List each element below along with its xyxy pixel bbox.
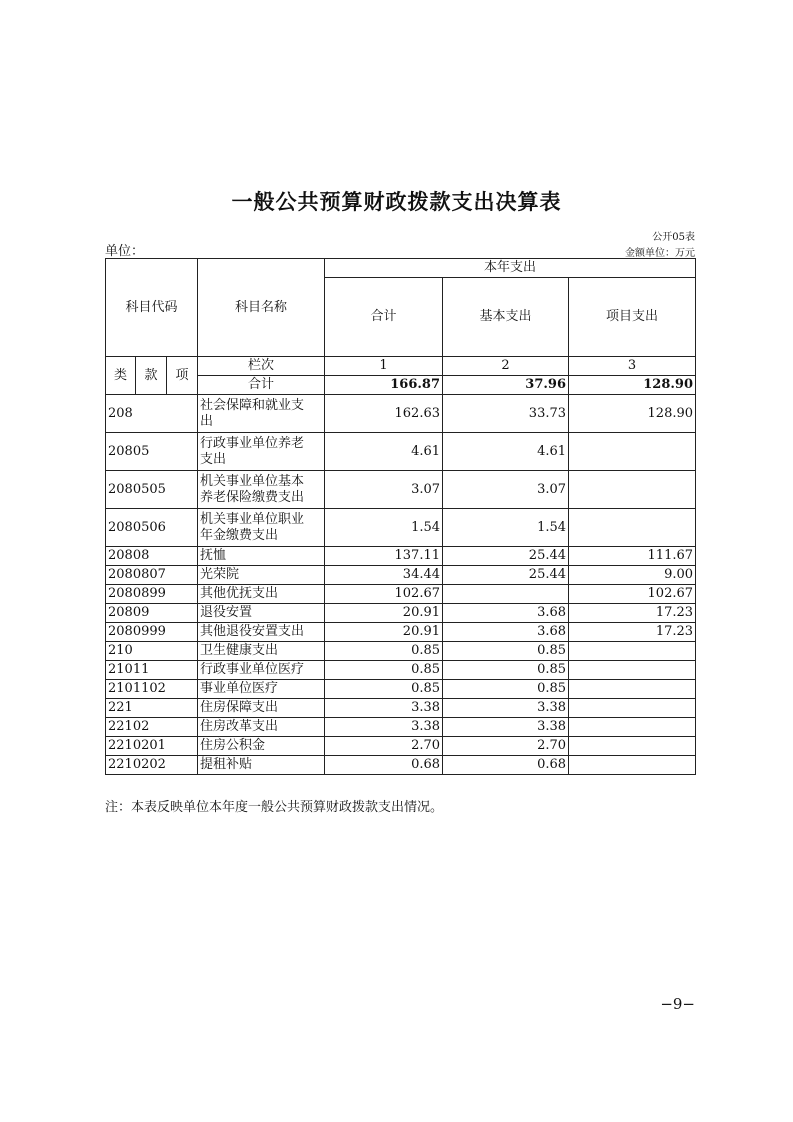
table-note: 注：本表反映单位本年度一般公共预算财政拨款支出情况。 bbox=[105, 800, 444, 815]
header-basic: 基本支出 bbox=[443, 278, 569, 357]
row-total: 20.91 bbox=[325, 623, 443, 642]
table-row bbox=[106, 433, 696, 471]
row-name-line: 机关事业单位职业 bbox=[200, 511, 305, 527]
row-total: 162.63 bbox=[325, 395, 443, 433]
row-total: 102.67 bbox=[325, 585, 443, 604]
row-name-line: 行政事业单位养老 bbox=[200, 435, 305, 451]
row-code: 2080506 bbox=[106, 509, 198, 547]
table-row bbox=[106, 623, 696, 642]
header-xiang: 项 bbox=[167, 357, 198, 395]
row-name bbox=[198, 699, 325, 718]
row-name-line: 养老保险缴费支出 bbox=[200, 489, 305, 505]
row-total: 0.68 bbox=[325, 756, 443, 775]
header-name: 科目名称 bbox=[198, 259, 325, 357]
row-name bbox=[198, 680, 325, 699]
row-total: 20.91 bbox=[325, 604, 443, 623]
row-name bbox=[198, 566, 325, 585]
header-col3: 3 bbox=[569, 357, 696, 376]
row-project bbox=[569, 756, 696, 775]
row-total: 3.38 bbox=[325, 718, 443, 737]
row-total: 0.85 bbox=[325, 642, 443, 661]
table-row bbox=[106, 756, 696, 775]
row-code: 210 bbox=[106, 642, 198, 661]
page-number: −9− bbox=[660, 995, 695, 1013]
table-row bbox=[106, 737, 696, 756]
row-code: 2101102 bbox=[106, 680, 198, 699]
header-current-year: 本年支出 bbox=[325, 259, 696, 278]
row-project: 9.00 bbox=[569, 566, 696, 585]
header-lei: 类 bbox=[106, 357, 136, 395]
row-name-line: 年金缴费支出 bbox=[200, 527, 279, 543]
row-name bbox=[198, 756, 325, 775]
row-project bbox=[569, 642, 696, 661]
table-row bbox=[106, 661, 696, 680]
table-row bbox=[106, 585, 696, 604]
row-name bbox=[198, 585, 325, 604]
row-name-line: 其他优抚支出 bbox=[200, 586, 279, 601]
row-project bbox=[569, 471, 696, 509]
row-name-line: 出 bbox=[200, 413, 214, 429]
row-basic: 3.38 bbox=[443, 718, 569, 737]
total-row-label: 合计 bbox=[198, 376, 325, 395]
row-basic: 1.54 bbox=[443, 509, 569, 547]
row-basic bbox=[443, 585, 569, 604]
row-project: 17.23 bbox=[569, 604, 696, 623]
row-name bbox=[198, 604, 325, 623]
header-kuan: 款 bbox=[136, 357, 167, 395]
table-row bbox=[106, 566, 696, 585]
row-project: 102.67 bbox=[569, 585, 696, 604]
row-total: 137.11 bbox=[325, 547, 443, 566]
row-basic: 3.68 bbox=[443, 604, 569, 623]
row-total: 3.07 bbox=[325, 471, 443, 509]
table-row bbox=[106, 604, 696, 623]
row-name-line: 社会保障和就业支 bbox=[200, 397, 305, 413]
form-number: 公开05表 bbox=[652, 232, 695, 243]
row-basic: 25.44 bbox=[443, 566, 569, 585]
table-row bbox=[106, 718, 696, 737]
table-row bbox=[106, 547, 696, 566]
row-code: 2080505 bbox=[106, 471, 198, 509]
row-name-line: 提租补贴 bbox=[200, 757, 253, 772]
row-code: 208 bbox=[106, 395, 198, 433]
row-total: 34.44 bbox=[325, 566, 443, 585]
row-code: 21011 bbox=[106, 661, 198, 680]
row-name-line: 机关事业单位基本 bbox=[200, 473, 305, 489]
row-code: 2210201 bbox=[106, 737, 198, 756]
row-project bbox=[569, 661, 696, 680]
row-basic: 0.85 bbox=[443, 661, 569, 680]
table-row bbox=[106, 680, 696, 699]
row-name bbox=[198, 623, 325, 642]
row-code: 20805 bbox=[106, 433, 198, 471]
row-code: 22102 bbox=[106, 718, 198, 737]
row-name-line: 行政事业单位医疗 bbox=[200, 662, 305, 677]
row-total: 4.61 bbox=[325, 433, 443, 471]
row-name-line: 支出 bbox=[200, 451, 227, 467]
row-name bbox=[198, 433, 325, 471]
row-code: 2210202 bbox=[106, 756, 198, 775]
row-basic: 3.38 bbox=[443, 699, 569, 718]
table-row bbox=[106, 509, 696, 547]
row-total: 0.85 bbox=[325, 680, 443, 699]
page-title: 一般公共预算财政拨款支出决算表 bbox=[231, 190, 562, 214]
header-project: 项目支出 bbox=[569, 278, 696, 357]
row-basic: 3.68 bbox=[443, 623, 569, 642]
row-basic: 0.68 bbox=[443, 756, 569, 775]
unit-label: 单位： bbox=[105, 244, 145, 259]
row-name-line: 住房改革支出 bbox=[200, 719, 279, 734]
row-name-line: 事业单位医疗 bbox=[200, 681, 279, 696]
row-project: 128.90 bbox=[569, 395, 696, 433]
header-total: 合计 bbox=[325, 278, 443, 357]
row-code: 2080999 bbox=[106, 623, 198, 642]
header-column-no: 栏次 bbox=[198, 357, 325, 376]
row-code: 2080899 bbox=[106, 585, 198, 604]
row-name-line: 退役安置 bbox=[200, 605, 253, 620]
row-project: 111.67 bbox=[569, 547, 696, 566]
row-basic: 0.85 bbox=[443, 680, 569, 699]
row-project bbox=[569, 509, 696, 547]
row-total: 2.70 bbox=[325, 737, 443, 756]
header-col1: 1 bbox=[325, 357, 443, 376]
row-basic: 4.61 bbox=[443, 433, 569, 471]
row-project bbox=[569, 699, 696, 718]
row-total: 0.85 bbox=[325, 661, 443, 680]
header-code: 科目代码 bbox=[106, 259, 198, 357]
row-basic: 0.85 bbox=[443, 642, 569, 661]
row-name-line: 其他退役安置支出 bbox=[200, 624, 305, 639]
row-name bbox=[198, 661, 325, 680]
row-name-line: 光荣院 bbox=[200, 567, 240, 582]
row-code: 221 bbox=[106, 699, 198, 718]
row-name bbox=[198, 471, 325, 509]
row-name-line: 住房公积金 bbox=[200, 738, 266, 753]
row-project bbox=[569, 718, 696, 737]
row-project bbox=[569, 680, 696, 699]
total-row-project: 128.90 bbox=[569, 376, 696, 395]
row-basic: 2.70 bbox=[443, 737, 569, 756]
row-total: 3.38 bbox=[325, 699, 443, 718]
row-name bbox=[198, 718, 325, 737]
row-name-line: 卫生健康支出 bbox=[200, 643, 279, 658]
table-row bbox=[106, 471, 696, 509]
table-row bbox=[106, 642, 696, 661]
expenditure-table bbox=[105, 258, 696, 775]
row-basic: 3.07 bbox=[443, 471, 569, 509]
amount-unit: 金额单位：万元 bbox=[625, 248, 695, 259]
row-name-line: 抚恤 bbox=[200, 548, 227, 563]
row-project bbox=[569, 433, 696, 471]
table-row bbox=[106, 395, 696, 433]
row-code: 20809 bbox=[106, 604, 198, 623]
row-basic: 25.44 bbox=[443, 547, 569, 566]
row-project bbox=[569, 737, 696, 756]
header-col2: 2 bbox=[443, 357, 569, 376]
row-code: 2080807 bbox=[106, 566, 198, 585]
row-name bbox=[198, 737, 325, 756]
total-row-basic: 37.96 bbox=[443, 376, 569, 395]
row-basic: 33.73 bbox=[443, 395, 569, 433]
row-name bbox=[198, 509, 325, 547]
row-name bbox=[198, 395, 325, 433]
row-code: 20808 bbox=[106, 547, 198, 566]
total-row-total: 166.87 bbox=[325, 376, 443, 395]
row-name-line: 住房保障支出 bbox=[200, 700, 279, 715]
row-total: 1.54 bbox=[325, 509, 443, 547]
row-project: 17.23 bbox=[569, 623, 696, 642]
row-name bbox=[198, 642, 325, 661]
table-row bbox=[106, 699, 696, 718]
row-name bbox=[198, 547, 325, 566]
